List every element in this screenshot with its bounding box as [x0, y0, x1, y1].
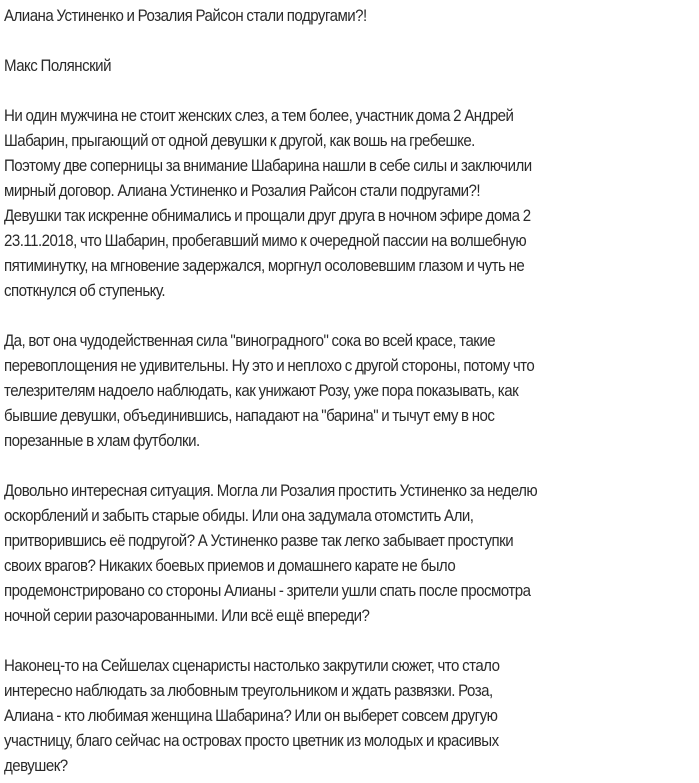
text-line: Девушки так искренне обнимались и прощали друг друга в ночном эфире дома 2 [4, 207, 531, 225]
text-line: продемонстрировано со стороны Алианы - зрители ушли спать после просмотра [4, 582, 531, 600]
text-line: девушек? [4, 757, 68, 775]
article-title [4, 4, 692, 29]
text-line: Да, вот она чудодейственная сила "виноградного" сока во всей красе, такие [4, 332, 496, 350]
paragraph-1 [4, 104, 692, 304]
text-line: интересно наблюдать за любовным треугольником и ждать развязки. Роза, [4, 682, 493, 700]
text-line: Наконец-то на Сейшелах сценаристы настолько закрутили сюжет, что стало [4, 657, 500, 675]
text-line: телезрителям надоело наблюдать, как унижают Розу, уже пора показывать, как [4, 382, 519, 400]
text-line: порезанные в хлам футболки. [4, 432, 200, 450]
text-line: оскорблений и забыть старые обиды. Или она задумала отомстить Али, [4, 507, 474, 525]
text-line: Шабарин, прыгающий от одной девушки к другой, как вошь на гребешке. [4, 132, 475, 150]
text-line: ночной серии разочарованными. Или всё ещё впереди? [4, 607, 370, 625]
text-line: пятиминутку, на мгновение задержался, моргнул осоловевшим глазом и чуть не [4, 257, 525, 275]
text-line: Алиана - кто любимая женщина Шабарина? Или он выберет совсем другую [4, 707, 498, 725]
article-author [4, 54, 692, 79]
paragraph-4 [4, 654, 692, 779]
text-line: участницу, благо сейчас на островах просто цветник из молодых и красивых [4, 732, 499, 750]
text-line: Довольно интересная ситуация. Могла ли Розалия простить Устиненко за неделю [4, 482, 538, 500]
paragraph-3 [4, 479, 692, 629]
text-line: своих врагов? Никаких боевых приемов и домашнего карате не было [4, 557, 456, 575]
title-text: Алиана Устиненко и Розалия Райсон стали подругами?! [4, 7, 367, 25]
text-line: споткнулся об ступеньку. [4, 282, 166, 300]
text-line: перевоплощения не удивительны. Ну это и неплохо с другой стороны, потому что [4, 357, 535, 375]
text-line: 23.11.2018, что Шабарин, пробегавший мимо к очередной пассии на волшебную [4, 232, 527, 250]
text-line: Ни один мужчина не стоит женских слез, а тем более, участник дома 2 Андрей [4, 107, 514, 125]
author-name: Макс Полянский [4, 57, 111, 75]
text-line: мирный договор. Алиана Устиненко и Розалия Райсон стали подругами?! [4, 182, 481, 200]
text-line: бывшие девушки, объединившись, нападают на "барина" и тычут ему в нос [4, 407, 495, 425]
text-line: Поэтому две соперницы за внимание Шабарина нашли в себе силы и заключили [4, 157, 532, 175]
text-line: притворившись её подругой? А Устиненко разве так легко забывает проступки [4, 532, 514, 550]
paragraph-2 [4, 329, 692, 454]
